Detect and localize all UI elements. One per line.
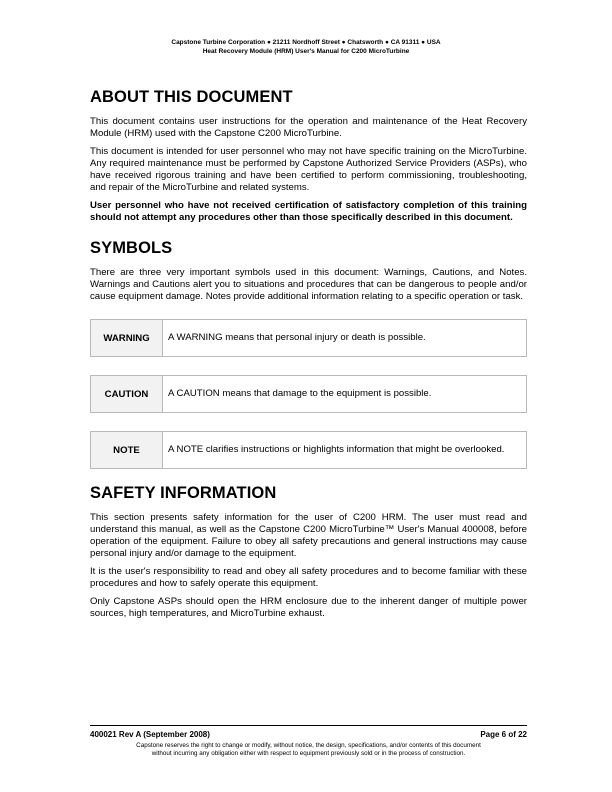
page-footer [90, 725, 527, 758]
header-manual-title: Heat Recovery Module (HRM) User's Manual for C200 MicroTurbine [202, 48, 410, 55]
symbols-heading: SYMBOLS [90, 239, 173, 257]
about-paragraph-3: User personnel who have not received certification of satisfactory completion of this training should not attempt any procedures other than those specifically described in this document. [90, 200, 527, 223]
about-paragraph-1: This document contains user instructions for the operation and maintenance of the Heat Recovery Module (HRM) used with the Capstone C200 MicroTurbine. [90, 116, 527, 139]
about-paragraph-2: This document is intended for user personnel who may not have specific training on the MicroTurbine. Any required maintenance must be performed by Capstone Authorized Service Providers (ASPs), who have received rigorous training and have been certified to perform commissioning, troubleshooting, and repair of the MicroTurbine and related systems. [90, 146, 527, 193]
note-text: A NOTE clarifies instructions or highlights information that might be overlooked. [168, 444, 505, 455]
safety-heading: SAFETY INFORMATION [90, 484, 277, 502]
note-label: NOTE [91, 432, 163, 468]
safety-paragraph-2: It is the user's responsibility to read and obey all safety procedures and to become familiar with these procedures and how to safely operate this equipment. [90, 566, 527, 589]
warning-text: A WARNING means that personal injury or death is possible. [168, 332, 426, 343]
caution-box [90, 375, 527, 413]
footer-disclaimer-line-2: without incurring any obligation either with respect to equipment previously sold or in the process of construction. [151, 750, 466, 757]
footer-disclaimer [90, 742, 527, 758]
symbols-paragraph: There are three very important symbols used in this document: Warnings, Cautions, and Notes. Warnings and Cautions alert you to situations and procedures that can be dangerous to people and/or cause equipment damage. Notes provide additional information relating to a specific operation or task. [90, 267, 527, 302]
safety-paragraph-3: Only Capstone ASPs should open the HRM enclosure due to the inherent danger of multiple power sources, high temperatures, and MicroTurbine exhaust. [90, 596, 527, 619]
caution-text: A CAUTION means that damage to the equipment is possible. [168, 388, 432, 399]
warning-label: WARNING [91, 320, 163, 356]
main-content [90, 88, 527, 626]
caution-label: CAUTION [91, 376, 163, 412]
header-address: Capstone Turbine Corporation ● 21211 Nordhoff Street ● Chatsworth ● CA 91311 ● USA [171, 39, 441, 46]
about-heading: ABOUT THIS DOCUMENT [90, 88, 293, 106]
note-box [90, 431, 527, 469]
safety-paragraph-1: This section presents safety information for the user of C200 HRM. The user must read and understand this manual, as well as the Capstone C200 MicroTurbine™ User's Manual 400008, before operation of the equipment. Failure to obey all safety precautions and general instructions may cause personal injury and/or damage to the equipment. [90, 512, 527, 559]
footer-page-number: Page 6 of 22 [480, 730, 527, 739]
footer-document-id: 400021 Rev A (September 2008) [90, 730, 210, 739]
page-header [0, 38, 612, 56]
footer-disclaimer-line-1: Capstone reserves the right to change or modify, without notice, the design, specifications, and/or contents of this document [136, 742, 481, 749]
warning-box [90, 319, 527, 357]
